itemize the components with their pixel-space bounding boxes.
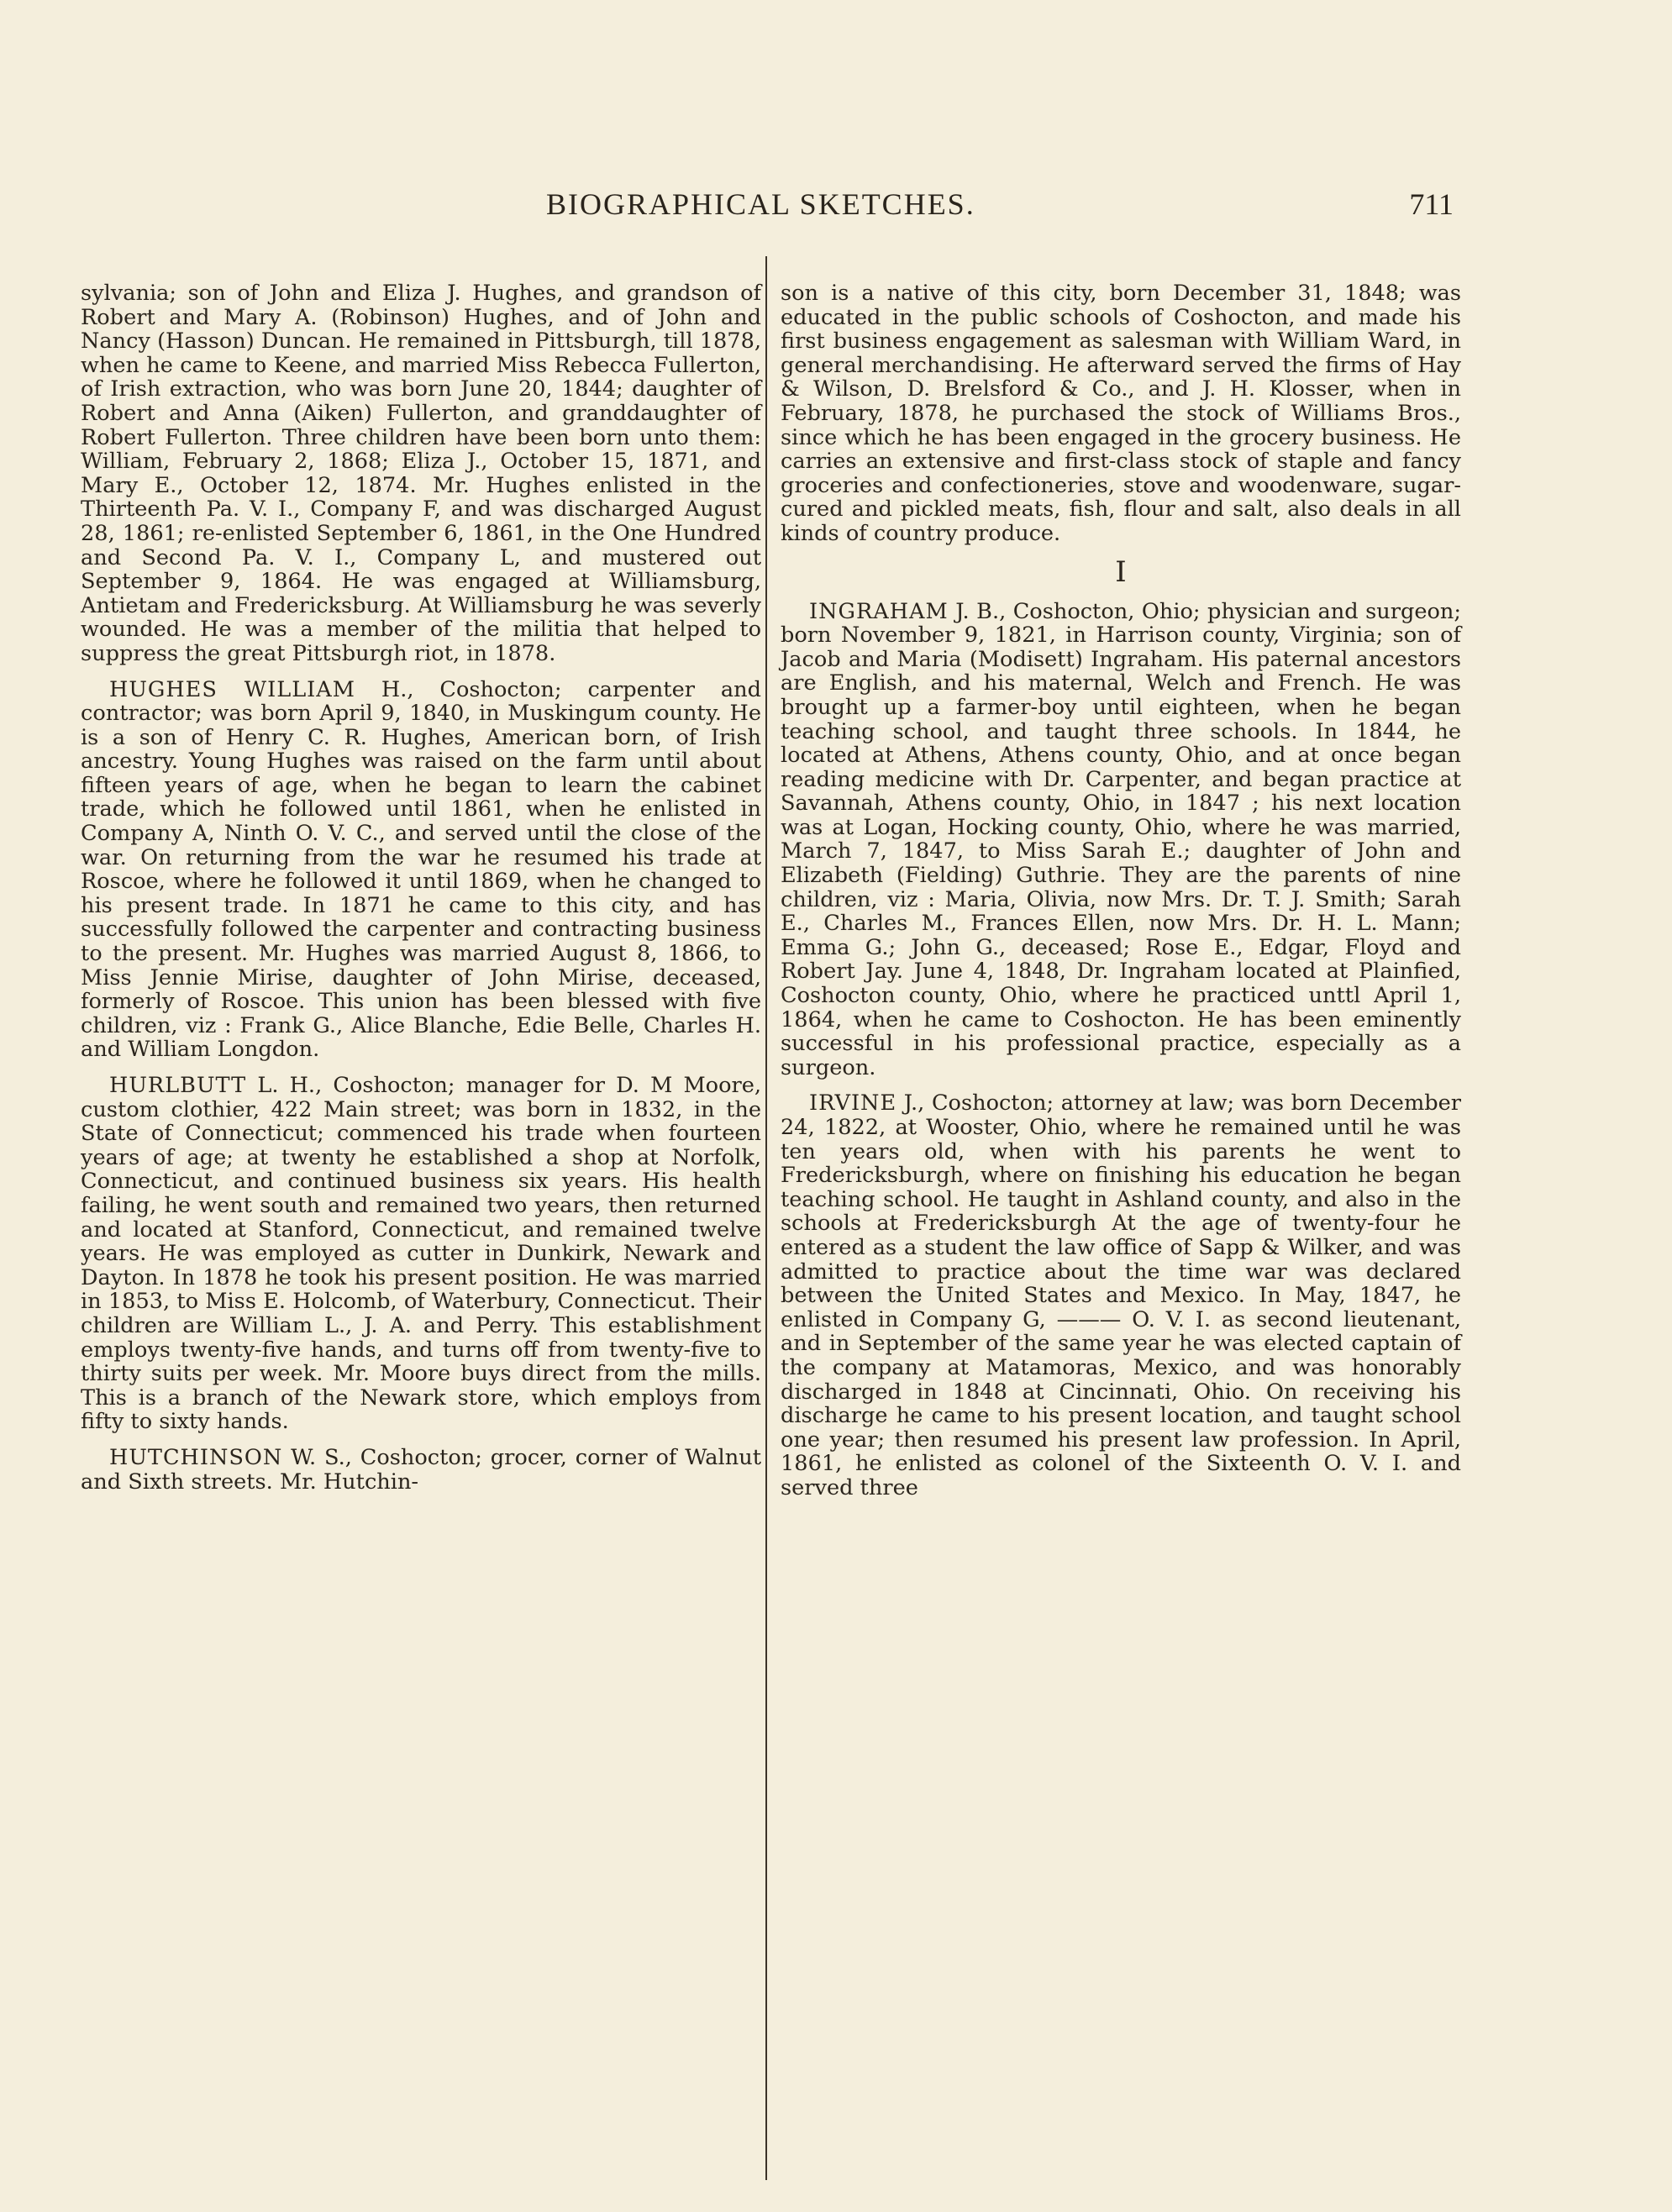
entry-name: IRVINE [809,1090,897,1117]
entry-hughes-william [81,678,761,1063]
entry-name: HUTCHINSON [109,1444,283,1470]
entry-hurlbutt [81,1074,761,1434]
entry-body: J., Coshocton; attorney at law; was born December 24, 1822, at Wooster, Ohio, where he remained until he was ten years old, when with his parents he went to Fredericksburgh, where on finishing his education he began teaching school. He taught in Ashland county, and also in the schools at Fredericksburgh At the age of twenty-four he entered as a student the law office of Sapp & Wilker, and was admitted to practice about the time war was declared between the United States and Mexico. In May, 1847, he enlisted in Company G, ——— O. V. I. as second lieutenant, and in September of the same year he was elected captain of the company at Matamoras, Mexico, and was honorably discharged in 1848 at Cincinnati, Ohio. On receiving his discharge he came to his present location, and taught school one year; then resumed his present law profession. In April, 1861, he enlisted as colonel of the Sixteenth O. V. I. and served three [781,1090,1461,1500]
left-column [81,281,761,1505]
right-column [781,281,1461,1512]
entry-body: J. B., Coshocton, Ohio; physician and surgeon; born November 9, 1821, in Harrison county, Virginia; son of Jacob and Maria (Modisett) Ingraham. His paternal ancestors are English, and his maternal, Welch and French. He was brought up a farmer-boy until eighteen, when he began teaching school, and taught three schools. In 1844, he located at Athens, Athens county, Ohio, and at once began reading medicine with Dr. Carpenter, and began practice at Savannah, Athens county, Ohio, in 1847 ; his next location was at Logan, Hocking county, Ohio, where he was married, March 7, 1847, to Miss Sarah E.; daughter of John and Elizabeth (Fielding) Guthrie. They are the parents of nine children, viz : Maria, Olivia, now Mrs. Dr. T. J. Smith; Sarah E., Charles M., Frances Ellen, now Mrs. Dr. H. L. Mann; Emma G.; John G., deceased; Rose E., Edgar, Floyd and Robert Jay. June 4, 1848, Dr. Ingraham located at Plainfied, Coshocton county, Ohio, where he practiced unttl April 1, 1864, when he came to Coshocton. He has been eminently successful in his professional practice, especially as a surgeon. [781,598,1461,1080]
entry-body: H., Coshocton; carpenter and contractor; was born April 9, 1840, in Muskingum county. He is a son of Henry C. R. Hughes, American born, of Irish ancestry. Young Hughes was raised on the farm until about fifteen years of age, when he began to learn the cabinet trade, which he followed until 1861, when he enlisted in Company A, Ninth O. V. C., and served until the close of the war. On returning from the war he resumed his trade at Roscoe, where he followed it until 1869, when he changed to his present trade. In 1871 he came to this city, and has successfully followed the carpenter and contracting business to the present. Mr. Hughes was married August 8, 1866, to Miss Jennie Mirise, daughter of John Mirise, deceased, formerly of Roscoe. This union has been blessed with five children, viz : Frank G., Alice Blanche, Edie Belle, Charles H. and William Longdon. [81,676,761,1063]
page-header [76,187,1454,237]
entry-irvine [781,1091,1461,1500]
entry-name: HUGHES WILLIAM [109,676,355,702]
entry-name: HURLBUTT [109,1073,247,1098]
page-number: 711 [1409,187,1454,221]
entry-body: W. S., Coshocton; grocer, corner of Walnut and Sixth streets. Mr. Hutchin- [81,1444,761,1495]
hughes-john-continued: sylvania; son of John and Eliza J. Hughes, and grandson of Robert and Mary A. (Robinson) Hughes, and of John and Nancy (Hasson) Duncan. He remained in Pittsburgh, till 1878, when he came to Keene, and married Miss Rebecca Fullerton, of Irish extraction, who was born June 20, 1844; daughter of Robert and Anna (Aiken) Fullerton, and granddaughter of Robert Fullerton. Three children have been born unto them: William, February 2, 1868; Eliza J., October 15, 1871, and Mary E., October 12, 1874. Mr. Hughes enlisted in the Thirteenth Pa. V. I., Company F, and was discharged August 28, 1861; re-enlisted September 6, 1861, in the One Hundred and Second Pa. V. I., Company L, and mustered out September 9, 1864. He was engaged at Williamsburg, Antietam and Fredericksburg. At Williamsburg he was severly wounded. He was a member of the militia that helped to suppress the great Pittsburgh riot, in 1878. [81,281,761,666]
column-divider [765,256,767,2180]
entry-body: L. H., Coshocton; manager for D. M Moore, custom clothier, 422 Main street; was born in 1832, in the State of Connecticut; commenced his trade when fourteen years of age; at twenty he established a shop at Norfolk, Connecticut, and continued business six years. His health failing, he went south and remained two years, then returned and located at Stanford, Connecticut, and remained twelve years. He was employed as cutter in Dunkirk, Newark and Dayton. In 1878 he took his present position. He was married in 1853, to Miss E. Holcomb, of Waterbury, Connecticut. Their children are William L., J. A. and Perry. This establishment employs twenty-five hands, and turns off from twenty-five to thirty suits per week. Mr. Moore buys direct from the mills. This is a branch of the Newark store, which employs from fifty to sixty hands. [81,1073,761,1435]
running-title: BIOGRAPHICAL SKETCHES. [546,187,975,221]
hutchinson-continued: son is a native of this city, born December 31, 1848; was educated in the public schools of Coshocton, and made his first business engagement as salesman with William Ward, in general merchandising. He afterward served the firms of Hay & Wilson, D. Brelsford & Co., and J. H. Klosser, when in February, 1878, he purchased the stock of Williams Bros., since which he has been engaged in the grocery business. He carries an extensive and first-class stock of staple and fancy groceries and confectioneries, stove and woodenware, sugar-cured and pickled meats, fish, flour and salt, also deals in all kinds of country produce. [781,281,1461,546]
entry-hutchinson [81,1446,761,1494]
entry-ingraham [781,600,1461,1080]
entry-name: INGRAHAM [809,598,949,624]
section-letter: I [1115,554,1127,589]
